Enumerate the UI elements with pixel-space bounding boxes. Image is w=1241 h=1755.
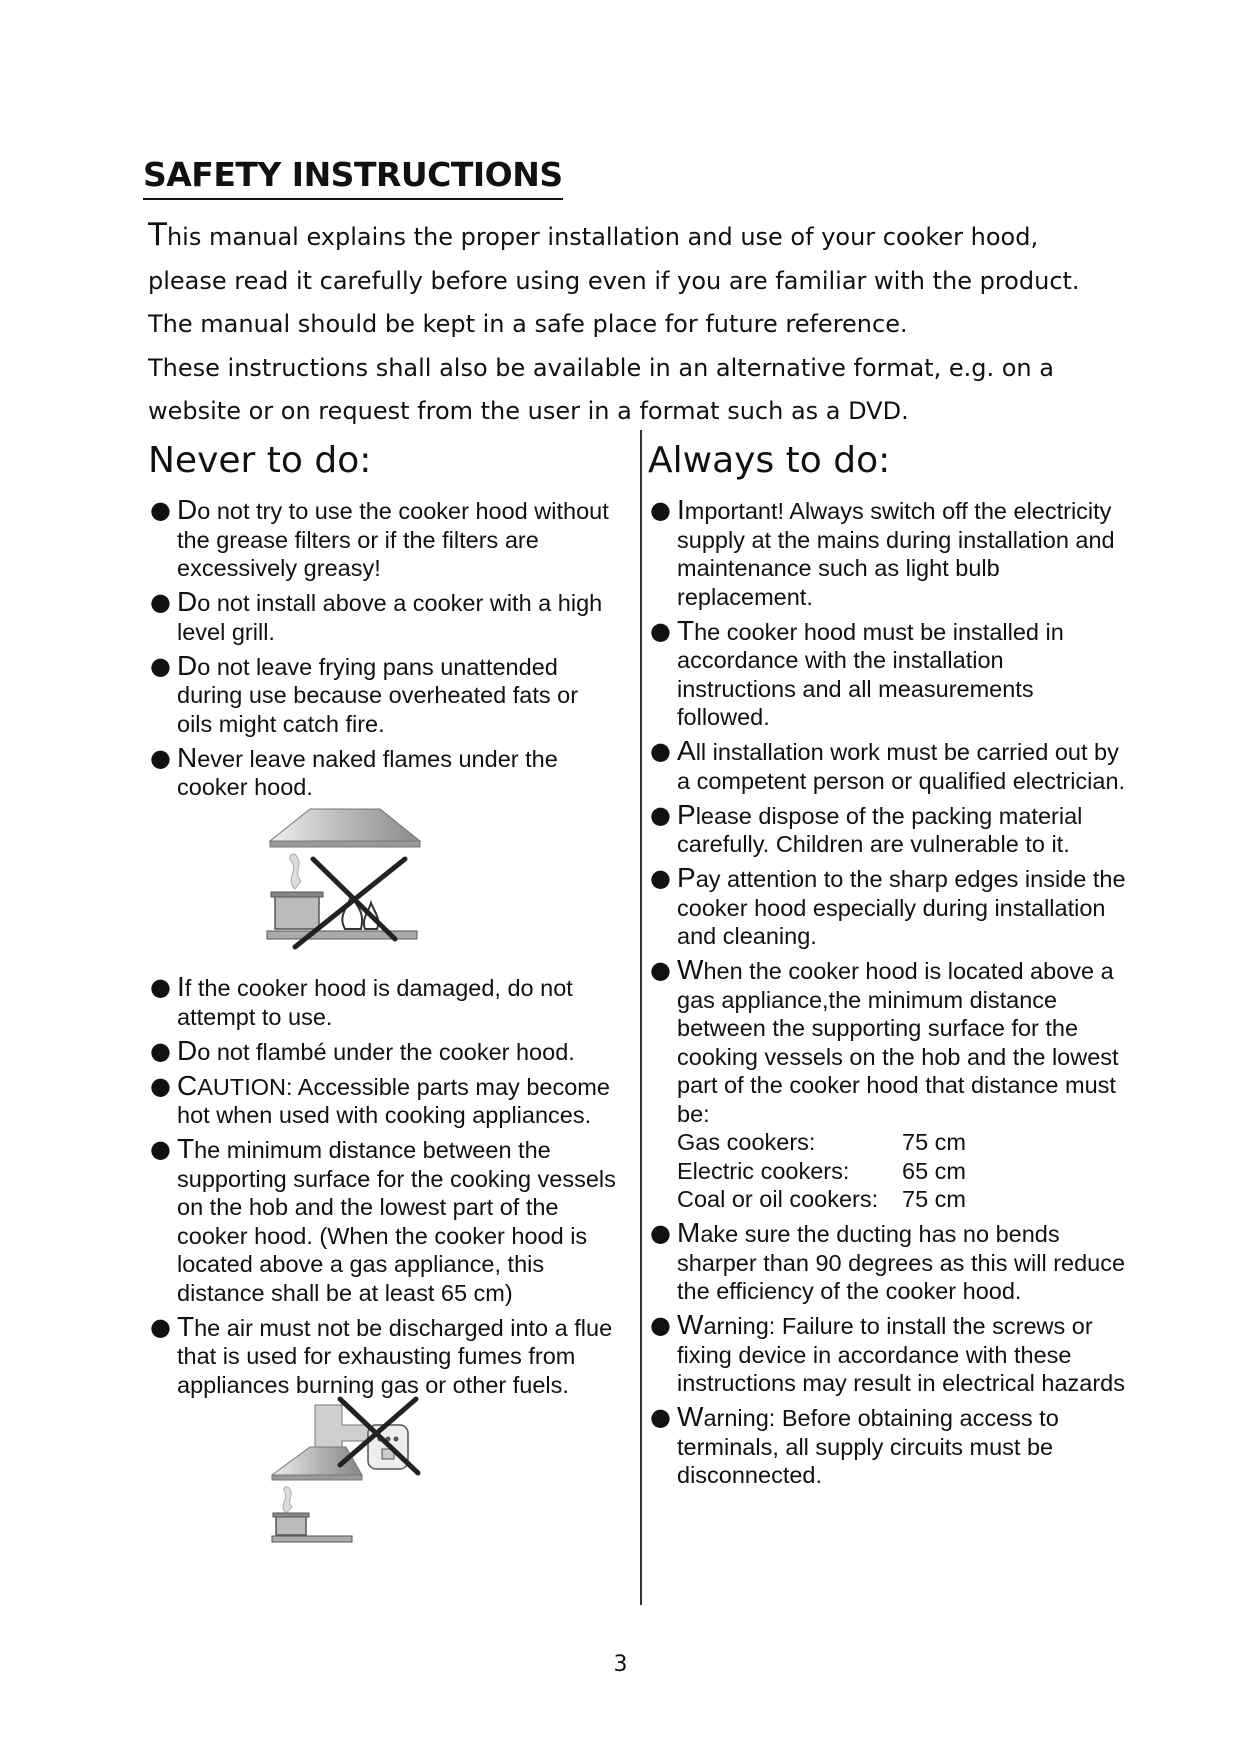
bullet-icon: ●: [150, 1312, 171, 1341]
item-text: o not flambé under the cooker hood.: [197, 1038, 575, 1065]
item-text: arning: Failure to install the screws or fixing device in accordance with these instructions may result in electrical hazards: [677, 1313, 1125, 1396]
list-item: [648, 864, 1128, 951]
distance-label: Coal or oil cookers:: [677, 1186, 879, 1212]
list-item: [648, 956, 1128, 1214]
item-text: o not leave frying pans unattended during use because overheated fats or oils might catch fire.: [177, 653, 579, 737]
bullet-icon: ●: [650, 616, 671, 645]
distance-row: [677, 1185, 1128, 1214]
never-to-do-column: [148, 438, 618, 1545]
bullet-icon: ●: [650, 1219, 671, 1247]
list-item: [148, 741, 618, 802]
bullet-icon: ●: [150, 651, 171, 680]
page-title: SAFETY INSTRUCTIONS: [143, 155, 563, 200]
lead-letter: W: [677, 1309, 704, 1340]
distance-value: 75 cm: [902, 1129, 966, 1155]
bullet-icon: ●: [150, 1071, 171, 1100]
bullet-icon: ●: [150, 743, 171, 772]
lead-letter: D: [177, 649, 198, 681]
bullet-icon: ●: [650, 956, 671, 984]
lead-letter: T: [677, 614, 695, 646]
item-text: f the cooker hood is damaged, do not attempt to use.: [177, 975, 573, 1030]
distance-table: [677, 1128, 1128, 1214]
intro-line: website or on request from the user in a format such as a DVD.: [148, 397, 909, 425]
lead-letter: W: [677, 1401, 704, 1432]
item-text: ay attention to the sharp edges inside the cooker hood especially during installation and cleaning.: [677, 866, 1126, 949]
lead-letter: N: [177, 741, 198, 773]
item-text: arning: Before obtaining access to terminals, all supply circuits must be disconnected.: [677, 1405, 1059, 1488]
bullet-icon: ●: [150, 496, 171, 524]
lead-letter: I: [677, 494, 685, 525]
bullet-icon: ●: [150, 973, 171, 1001]
distance-value: 75 cm: [902, 1186, 966, 1212]
intro-line: please read it carefully before using even if you are familiar with the product.: [148, 266, 1080, 295]
bullet-icon: ●: [650, 800, 671, 829]
bullet-icon: ●: [650, 737, 671, 765]
item-text: he air must not be discharged into a flue that is used for exhausting fumes from appliances burning gas or other fuels.: [177, 1314, 613, 1398]
list-item: [148, 496, 618, 583]
bullet-icon: ●: [650, 864, 671, 892]
list-item: [648, 798, 1128, 859]
list-item: [148, 649, 618, 739]
item-text: ake sure the ducting has no bends sharper than 90 degrees as this will reduce the efficiency of the cooker hood.: [677, 1221, 1126, 1304]
distance-row: [677, 1157, 1128, 1186]
lead-letter: D: [177, 586, 198, 617]
drop-letter: T: [148, 217, 167, 253]
always-to-do-column: [648, 438, 1128, 1495]
lead-letter: P: [677, 798, 696, 830]
intro-paragraph: [148, 214, 1148, 434]
never-list: [148, 496, 618, 802]
no-naked-flames-illustration: [265, 807, 425, 957]
list-item: [148, 1135, 618, 1307]
bullet-icon: ●: [650, 496, 671, 524]
intro-line: The manual should be kept in a safe place for future reference.: [148, 310, 908, 338]
intro-line: [148, 214, 1148, 260]
bullet-icon: ●: [150, 1135, 171, 1163]
lead-letter: D: [177, 1034, 198, 1066]
distance-label: Electric cookers:: [677, 1157, 850, 1184]
list-item: [648, 1403, 1128, 1490]
column-divider: [640, 430, 642, 1605]
list-item: [648, 614, 1128, 732]
list-item: [148, 1310, 618, 1400]
intro-line: These instructions shall also be available in an alternative format, e.g. on a: [148, 353, 1054, 382]
bullet-icon: ●: [650, 1311, 671, 1339]
lead-letter: T: [177, 1133, 195, 1164]
item-text: ever leave naked flames under the cooker hood.: [177, 745, 558, 800]
lead-letter: T: [177, 1310, 195, 1342]
list-item: [148, 1069, 618, 1130]
list-item: [648, 1219, 1128, 1306]
list-item: [148, 588, 618, 646]
lead-letter: A: [677, 735, 696, 766]
item-text: AUTION: Accessible parts may become hot when used with cooking appliances.: [177, 1073, 610, 1128]
intro-text: his manual explains the proper installation and use of your cooker hood,: [166, 223, 1039, 251]
item-text: lease dispose of the packing material carefully. Children are vulnerable to it.: [677, 802, 1083, 857]
never-list-continued: [148, 973, 618, 1399]
item-text: o not install above a cooker with a high level grill.: [177, 590, 603, 645]
page-number: 3: [613, 1652, 628, 1677]
lead-letter: I: [177, 971, 185, 1002]
bullet-icon: ●: [150, 588, 171, 616]
item-text: o not try to use the cooker hood without the grease filters or if the filters are excessively greasy!: [177, 498, 609, 581]
bullet-icon: ●: [150, 1036, 171, 1065]
always-list: [648, 496, 1128, 1490]
list-item: [148, 973, 618, 1031]
item-text: he cooker hood must be installed in accordance with the installation instructions and all measurements followed.: [677, 618, 1064, 730]
list-item: [648, 737, 1128, 795]
bullet-icon: ●: [650, 1403, 671, 1431]
lead-letter: P: [677, 862, 696, 893]
item-text: ll installation work must be carried out by a competent person or qualified electrician.: [677, 739, 1126, 794]
lead-letter: D: [177, 494, 198, 525]
list-item: [648, 496, 1128, 611]
list-item: [648, 1311, 1128, 1398]
item-text: he minimum distance between the supporting surface for the cooking vessels on the hob and the lowest part of the cooker hood. (When the cooker hood is located above a gas appliance, this distance shall be at least 65 cm): [177, 1137, 616, 1306]
distance-label: Gas cookers:: [677, 1129, 816, 1155]
item-text: hen the cooker hood is located above a gas appliance,the minimum distance between the supporting surface for the cooking vessels on the hob and the lowest part of the cooker hood that distance must be:: [677, 958, 1119, 1127]
always-heading: Always to do:: [648, 440, 891, 481]
never-heading: Never to do:: [148, 440, 372, 481]
distance-value: 65 cm: [902, 1157, 966, 1184]
item-text: mportant! Always switch off the electricity supply at the mains during installation and maintenance such as light bulb replacement.: [677, 498, 1115, 610]
lead-letter: C: [177, 1069, 198, 1101]
no-flue-discharge-illustration: [270, 1395, 430, 1545]
lead-letter: M: [677, 1217, 701, 1248]
lead-letter: W: [677, 954, 704, 985]
distance-row: [677, 1128, 1128, 1157]
list-item: [148, 1034, 618, 1067]
